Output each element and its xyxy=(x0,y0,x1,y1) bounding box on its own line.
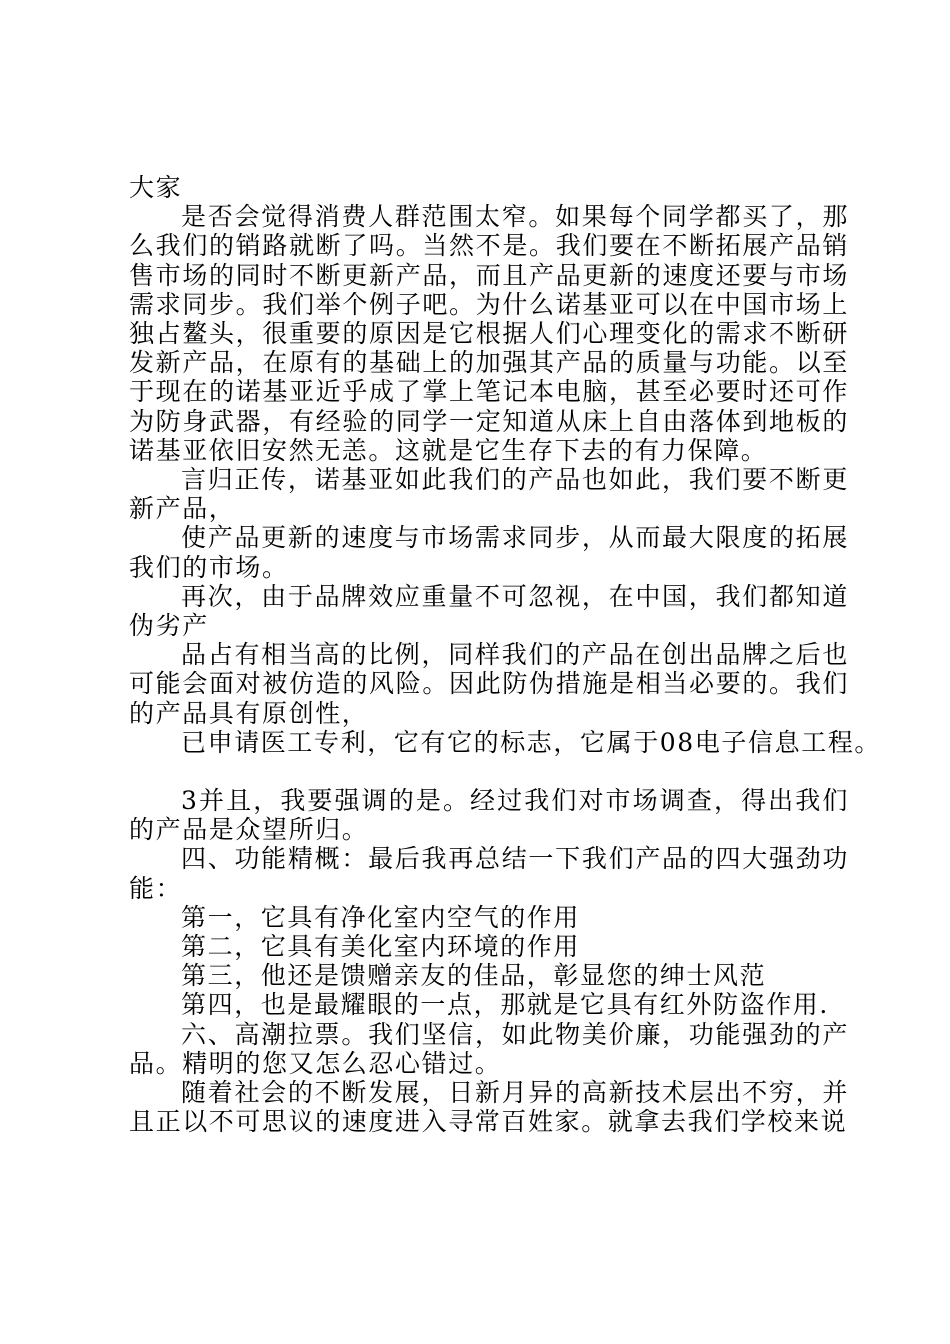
paragraph-brand-effect: 再次，由于品牌效应重量不可忽视，在中国，我们都知道伪劣产 xyxy=(129,581,849,641)
blank-line xyxy=(129,757,849,786)
paragraph-tech-development: 随着社会的不断发展，日新月异的高新技术层出不穷，并且正以不可思议的速度进入寻常百姓家。就拿去我们学校来说 xyxy=(129,1078,849,1137)
paragraph-patent: 已申请医工专利，它有它的标志，它属于08电子信息工程。 xyxy=(181,727,882,757)
paragraph-functions-heading: 四、功能精概：最后我再总结一下我们产品的四大强劲功能： xyxy=(129,844,849,903)
paragraph-back-to-topic: 言归正传，诺基亚如此我们的产品也如此，我们要不断更新产品， xyxy=(129,465,849,524)
list-item-function-4: 第四，也是最耀眼的一点，那就是它具有红外防盗作用. xyxy=(181,990,829,1020)
paragraph-market-survey: 3并且，我要强调的是。经过我们对市场调查，得出我们的产品是众望所归。 xyxy=(129,786,849,845)
paragraph-vote-appeal: 六、高潮拉票。我们坚信，如此物美价廉，功能强劲的产品。精明的您又怎么忍心错过。 xyxy=(129,1019,849,1078)
paragraph-greeting: 大家 xyxy=(129,173,183,202)
list-item-function-1: 第一，它具有净化室内空气的作用 xyxy=(181,902,581,932)
paragraph-sync-market: 使产品更新的速度与市场需求同步，从而最大限度的拓展我们的市场。 xyxy=(129,523,849,582)
document-body xyxy=(129,173,882,1137)
paragraph-anti-counterfeit: 品占有相当高的比例，同样我们的产品在创出品牌之后也可能会面对被仿造的风险。因此防伪措施是相当必要的。我们的产品具有原创性， xyxy=(129,640,849,728)
paragraph-market-update: 是否会觉得消费人群范围太窄。如果每个同学都买了，那么我们的销路就断了吗。当然不是。我们要在不断拓展产品销售市场的同时不断更新产品，而且产品更新的速度还要与市场需求同步。我们举个例子吧。为什么诺基亚可以在中国市场上独占鳌头，很重要的原因是它根据人们心理变化的需求不断研发新产品，在原有的基础上的加强其产品的质量与功能。以至于现在的诺基亚近乎成了掌上笔记本电脑，甚至必要时还可作为防身武器，有经验的同学一定知道从床上自由落体到地板的诺基亚依旧安然无恙。这就是它生存下去的有力保障。 xyxy=(129,202,849,465)
list-item-function-3: 第三，他还是馈赠亲友的佳品，彰显您的绅士风范 xyxy=(181,961,767,991)
list-item-function-2: 第二，它具有美化室内环境的作用 xyxy=(181,932,581,962)
